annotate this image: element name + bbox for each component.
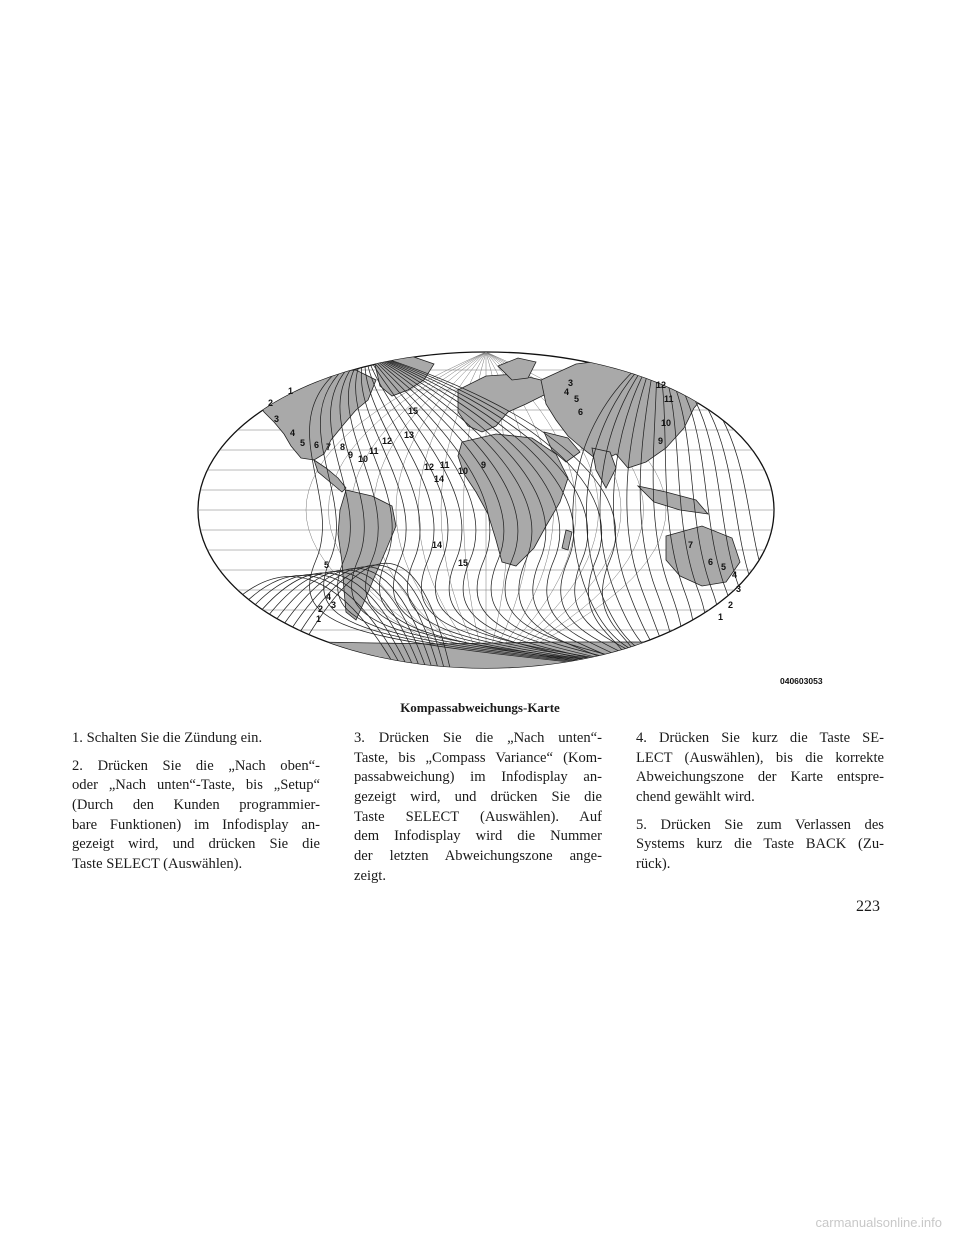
zone-label: 3: [568, 378, 574, 388]
zone-label: 11: [440, 460, 450, 470]
zone-label: 9: [481, 460, 487, 470]
text-line: Taste SELECT (Auswählen). Auf: [354, 808, 602, 825]
text-line: 1. Schalten Sie die Zündung ein.: [72, 730, 263, 746]
step-2-paragraph: [72, 757, 320, 875]
zone-label: 8: [340, 442, 346, 452]
zone-label: 2: [318, 604, 324, 614]
step-1-paragraph: [72, 729, 320, 749]
text-line: 4. Drücken Sie kurz die Taste SE-: [636, 730, 884, 746]
zone-label: 14: [432, 540, 443, 550]
watermark: carmanualsonline.info: [815, 1215, 942, 1230]
image-reference-code: 040603053: [780, 676, 823, 686]
text-line: gezeigt wird, und drücken Sie die: [354, 789, 602, 806]
text-line: Systems kurz die Taste BACK (Zu-: [636, 836, 884, 853]
text-line: LECT (Auswählen), bis die korrekte: [636, 749, 884, 766]
zone-label: 1: [288, 386, 294, 396]
zone-label: 6: [314, 440, 320, 450]
zone-label: 3: [736, 584, 742, 594]
zone-label: 6: [578, 407, 584, 417]
zone-label: 3: [331, 600, 337, 610]
zone-label: 10: [358, 454, 369, 464]
text-line: passabweichung) im Infodisplay an-: [354, 769, 602, 786]
compass-variance-map: [196, 350, 776, 670]
text-line: 5. Drücken Sie zum Verlassen des: [636, 816, 884, 833]
text-line: Taste SELECT (Auswählen).: [72, 856, 243, 873]
text-line: (Durch den Kunden programmier-: [72, 797, 320, 814]
zone-label: 12: [656, 380, 667, 390]
zone-label: 5: [324, 560, 330, 570]
zone-label: 11: [664, 394, 674, 404]
world-map-illustration: [196, 350, 776, 670]
text-line: chend gewählt wird.: [636, 789, 755, 806]
zone-label: 15: [458, 558, 469, 568]
zone-label: 15: [408, 406, 419, 416]
zone-label: 7: [326, 442, 332, 452]
text-column-2: [354, 729, 602, 895]
zone-label: 5: [574, 394, 580, 404]
zone-label: 10: [661, 418, 672, 428]
zone-label: 5: [721, 562, 727, 572]
zone-label: 9: [658, 436, 664, 446]
zone-label: 9: [348, 450, 354, 460]
zone-label: 13: [404, 430, 415, 440]
step-5-paragraph: [636, 816, 884, 875]
step-3-paragraph: [354, 729, 602, 887]
zone-label: 4: [732, 570, 738, 580]
text-column-3: [636, 729, 884, 883]
zone-label: 12: [382, 436, 393, 446]
zone-label: 4: [326, 592, 332, 602]
zone-label: 5: [300, 438, 306, 448]
zone-label: 1: [316, 614, 322, 624]
zone-label: 2: [268, 398, 274, 408]
text-line: Taste, bis „Compass Variance“ (Kom-: [354, 749, 602, 766]
step-4-paragraph: [636, 729, 884, 808]
zone-label: 1: [718, 612, 724, 622]
page-number: 223: [856, 898, 880, 915]
zone-label: 10: [458, 466, 469, 476]
zone-label: 4: [564, 387, 570, 397]
zone-label: 3: [274, 414, 280, 424]
text-column-1: [72, 729, 320, 883]
zone-label: 4: [290, 428, 296, 438]
text-line: Abweichungszone der Karte entspre-: [636, 769, 884, 786]
zone-label: 14: [434, 474, 445, 484]
zone-label: 6: [708, 557, 714, 567]
zone-label: 2: [728, 600, 734, 610]
figure-caption: Kompassabweichungs-Karte: [400, 700, 560, 715]
text-line: bare Funktionen) im Infodisplay an-: [72, 816, 320, 833]
text-line: zeigt.: [354, 867, 387, 884]
text-line: der letzten Abweichungszone ange-: [354, 848, 602, 865]
zone-label: 12: [424, 462, 435, 472]
text-line: rück).: [636, 856, 671, 873]
text-line: 2. Drücken Sie die „Nach oben“-: [72, 757, 320, 774]
text-line: dem Infodisplay wird die Nummer: [354, 828, 602, 845]
zone-label: 7: [688, 540, 694, 550]
text-line: gezeigt wird, und drücken Sie die: [72, 836, 320, 853]
text-line: oder „Nach unten“-Taste, bis „Setup“: [72, 777, 320, 794]
text-line: 3. Drücken Sie die „Nach unten“-: [354, 730, 602, 746]
zone-label: 11: [369, 446, 379, 456]
